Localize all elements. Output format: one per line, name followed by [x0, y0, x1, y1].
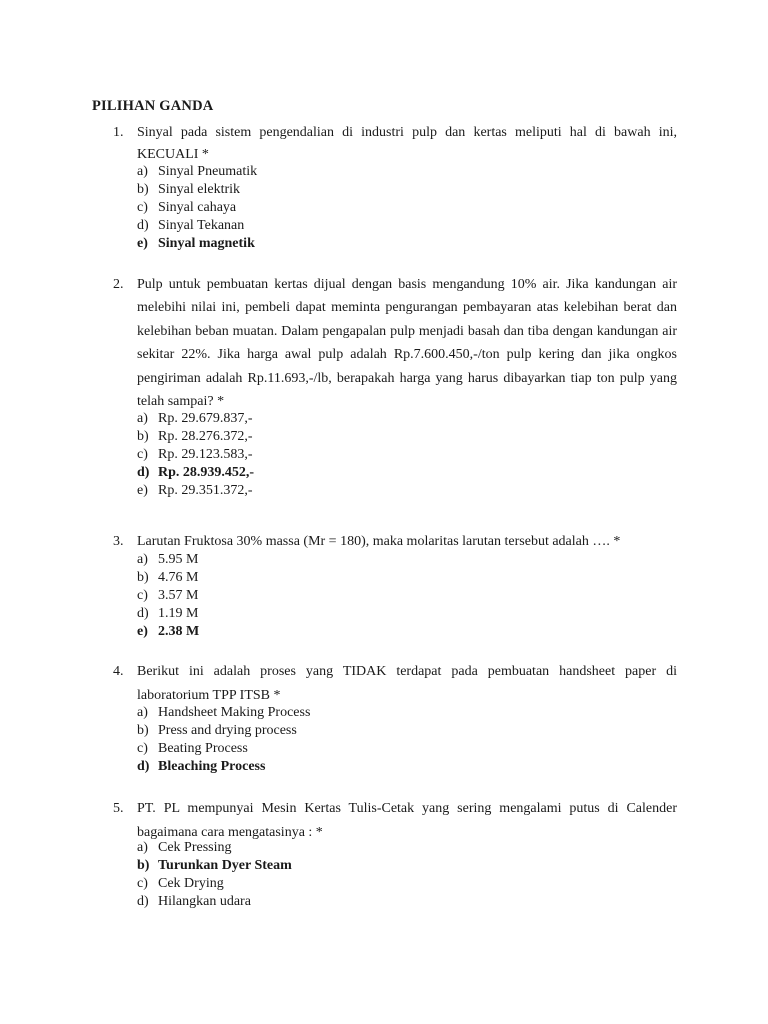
- option-text: Sinyal cahaya: [158, 200, 237, 215]
- option-text: Cek Pressing: [158, 840, 232, 855]
- option-letter: a): [137, 411, 148, 426]
- option-text: Sinyal elektrik: [158, 182, 241, 197]
- option-text: Sinyal Tekanan: [158, 218, 245, 233]
- option-item: [137, 587, 677, 605]
- option-item: [137, 428, 677, 446]
- option-text: 4.76 M: [158, 570, 199, 585]
- option-letter: c): [137, 200, 148, 215]
- option-letter: b): [137, 858, 150, 873]
- option-letter: b): [137, 570, 149, 585]
- option-letter: d): [137, 218, 149, 233]
- option-letter: c): [137, 876, 148, 891]
- option-item-correct: [137, 464, 677, 482]
- option-item: [137, 551, 677, 569]
- option-item: [137, 482, 677, 500]
- option-letter: c): [137, 447, 148, 462]
- option-item: [137, 569, 677, 587]
- option-letter: b): [137, 723, 149, 738]
- option-list: [137, 410, 677, 500]
- option-text: Cek Drying: [158, 876, 224, 891]
- option-item: [137, 163, 677, 181]
- option-letter: e): [137, 483, 148, 498]
- section-heading: PILIHAN GANDA: [92, 98, 214, 114]
- option-text: Rp. 29.679.837,-: [158, 411, 253, 426]
- option-text: 2.38 M: [158, 624, 200, 639]
- option-item: [137, 410, 677, 428]
- question-number: 2.: [113, 277, 124, 292]
- option-item: [137, 875, 677, 893]
- option-item: [137, 704, 677, 722]
- option-text: 1.19 M: [158, 606, 199, 621]
- question-number: 4.: [113, 664, 124, 679]
- option-text: Sinyal magnetik: [158, 236, 255, 251]
- option-text: 5.95 M: [158, 552, 199, 567]
- option-item-correct: [137, 758, 677, 776]
- option-item: [137, 446, 677, 464]
- option-letter: a): [137, 164, 148, 179]
- option-letter: c): [137, 588, 148, 603]
- option-text: Press and drying process: [158, 723, 297, 738]
- option-text: 3.57 M: [158, 588, 199, 603]
- option-letter: b): [137, 182, 149, 197]
- option-item: [137, 722, 677, 740]
- option-list: [137, 704, 677, 776]
- option-letter: a): [137, 552, 148, 567]
- option-item: [137, 893, 677, 911]
- question-number: 5.: [113, 801, 124, 816]
- option-item: [137, 181, 677, 199]
- option-item: [137, 217, 677, 235]
- option-text: Rp. 29.351.372,-: [158, 483, 253, 498]
- option-text: Beating Process: [158, 741, 248, 756]
- option-item: [137, 199, 677, 217]
- question-text: Larutan Fruktosa 30% massa (Mr = 180), maka molaritas larutan tersebut adalah …. *: [137, 534, 621, 549]
- option-letter: a): [137, 705, 148, 720]
- option-letter: b): [137, 429, 149, 444]
- option-text: Hilangkan udara: [158, 894, 251, 909]
- option-text: Turunkan Dyer Steam: [158, 858, 292, 873]
- option-item-correct: [137, 235, 677, 253]
- option-text: Handsheet Making Process: [158, 705, 311, 720]
- option-text: Bleaching Process: [158, 759, 266, 774]
- option-letter: d): [137, 606, 149, 621]
- question-number: 1.: [113, 125, 124, 140]
- option-item-correct: [137, 623, 677, 641]
- option-text: Sinyal Pneumatik: [158, 164, 258, 179]
- option-list: [137, 163, 677, 253]
- question-text: Berikut ini adalah proses yang TIDAK terdapat pada pembuatan handsheet paper di laboratorium TPP ITSB *: [137, 664, 677, 703]
- option-letter: c): [137, 741, 148, 756]
- option-text: Rp. 28.939.452,-: [158, 465, 255, 480]
- option-letter: d): [137, 759, 150, 774]
- question-text: PT. PL mempunyai Mesin Kertas Tulis-Cetak yang sering mengalami putus di Calender bagaimana cara mengatasinya : *: [137, 801, 677, 840]
- option-text: Rp. 29.123.583,-: [158, 447, 253, 462]
- question-number: 3.: [113, 534, 124, 549]
- option-letter: d): [137, 465, 150, 480]
- option-letter: d): [137, 894, 149, 909]
- question-text: Sinyal pada sistem pengendalian di industri pulp dan kertas meliputi hal di bawah ini, KECUALI *: [137, 125, 677, 162]
- option-letter: e): [137, 624, 148, 639]
- option-list: [137, 551, 677, 641]
- option-letter: a): [137, 840, 148, 855]
- option-list: [137, 839, 677, 911]
- option-item: [137, 605, 677, 623]
- option-item: [137, 839, 677, 857]
- option-text: Rp. 28.276.372,-: [158, 429, 253, 444]
- option-item: [137, 740, 677, 758]
- question-text: Pulp untuk pembuatan kertas dijual dengan basis mengandung 10% air. Jika kandungan air melebihi nilai ini, pembeli dapat meminta pengurangan pembayaran atas kelebihan berat dan kelebihan beban muatan. Dalam pengapalan pulp menjadi basah dan tiba dengan kandungan air sekitar 22%. Jika harga awal pulp adalah Rp.7.600.450,-/ton pulp kering dan jika ongkos pengiriman adalah Rp.11.693,-/lb, berapakah harga yang harus dibayarkan tiap ton pulp yang telah sampai? *: [137, 277, 677, 410]
- option-letter: e): [137, 236, 148, 251]
- option-item-correct: [137, 857, 677, 875]
